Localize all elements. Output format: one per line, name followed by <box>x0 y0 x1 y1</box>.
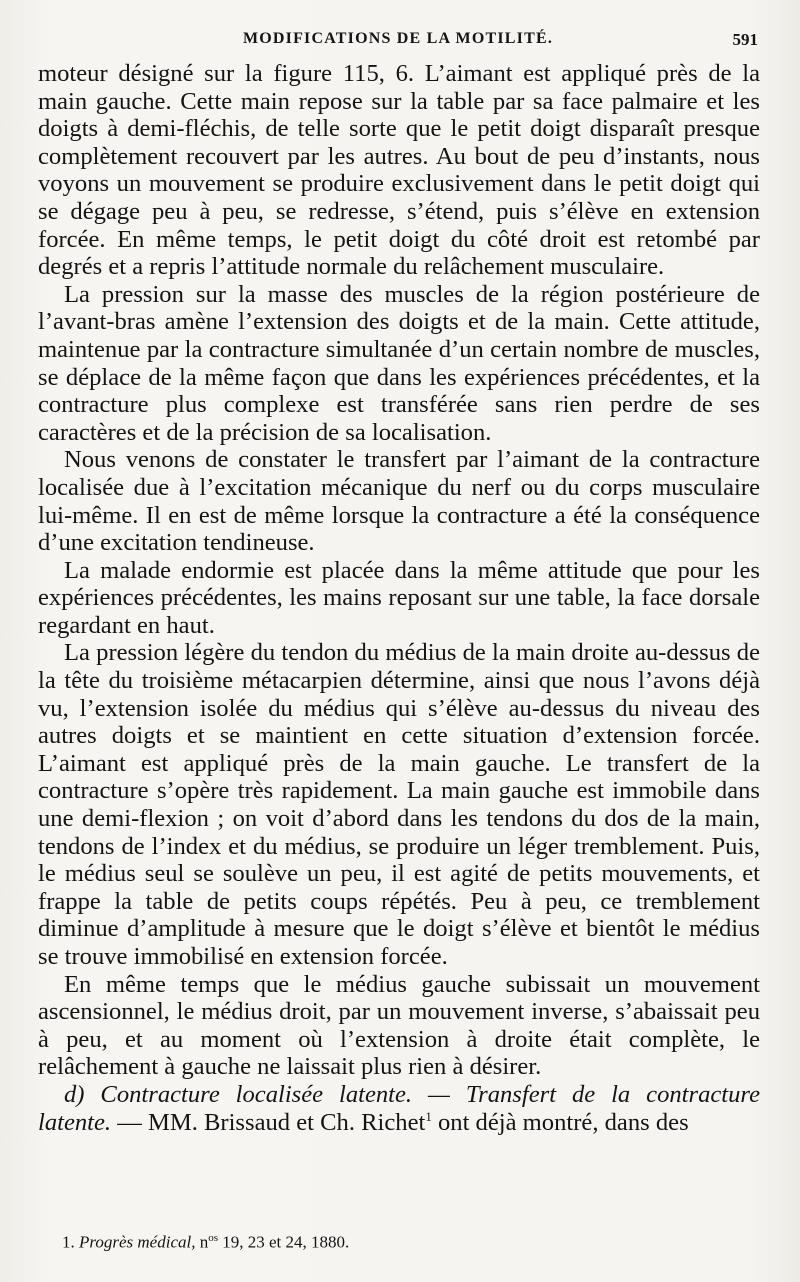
subsection-heading: d) Contracture localisée latente. — Transfert de la contracture latente. <box>38 1080 760 1136</box>
paragraph-6: En même temps que le médius gauche subissait un mouvement ascensionnel, le médius droit, par un mouvement inverse, s’abaissait peu à peu, et au moment où l’extension à droite était complète, le relâchement à gauche ne laissait plus rien à désirer. <box>38 970 760 1081</box>
body-text <box>38 60 760 1136</box>
paragraph-5: La pression légère du tendon du médius de la main droite au-dessus de la tête du troisième métacarpien détermine, ainsi que nous l’avons déjà vu, l’extension isolée du médius qui s’élève au-dessus du niveau des autres doigts et se maintient en cette situation d’extension forcée. L’aimant est appliqué près de la main gauche. Le transfert de la contracture s’opère très rapidement. La main gauche est immobile dans une demi-flexion ; on voit d’abord dans les tendons du dos de la main, tendons de l’index et du médius, se produire un léger tremblement. Puis, le médius seul se soulève un peu, il est agité de petits mouvements, et frappe la table de petits coups répétés. Peu à peu, ce tremblement diminue d’amplitude à mesure que le doigt s’élève et bientôt le médius se trouve immobilisé en extension forcée. <box>38 639 760 970</box>
paragraph-7-text-a: — MM. Brissaud et Ch. Richet <box>111 1108 426 1136</box>
footnote-reference: 1 <box>425 1108 432 1124</box>
paragraph-1: moteur désigné sur la figure 115, 6. L’aimant est appliqué près de la main gauche. Cette main repose sur la table par sa face palmaire et les doigts à demi-fléchis, de telle sorte que le petit doigt disparaît presque complètement recouvert par les autres. Au bout de peu d’instants, nous voyons un mouvement se produire exclusivement dans le petit doigt qui se dégage peu à peu, se redresse, s’étend, puis s’élève en extension forcée. En même temps, le petit doigt du côté droit est retombé par degrés et a repris l’attitude normale du relâchement musculaire. <box>38 60 760 281</box>
footnote-numero: n <box>195 1232 209 1252</box>
footnote-refs: 19, 23 et 24, 1880. <box>218 1232 350 1252</box>
paragraph-4: La malade endormie est placée dans la même attitude que pour les expériences précédentes, les mains reposant sur une table, la face dorsale regardant en haut. <box>38 556 760 639</box>
footnote-title: Progrès médical, <box>79 1232 196 1252</box>
paragraph-2: La pression sur la masse des muscles de la région postérieure de l’avant-bras amène l’extension des doigts et de la main. Cette attitude, maintenue par la contracture simultanée d’un certain nombre de muscles, se déplace de la même façon que dans les expériences précédentes, et la contracture plus complexe est transférée sans rien perdre de ses caractères et de la précision de sa localisation. <box>38 280 760 446</box>
running-head: MODIFICATIONS DE LA MOTILITÉ. <box>242 30 554 47</box>
paragraph-7-text-b: ont déjà montré, dans des <box>431 1108 689 1136</box>
page-header <box>38 30 758 56</box>
footnote-number: 1. <box>62 1232 75 1252</box>
paragraph-3: Nous venons de constater le transfert par l’aimant de la contracture localisée due à l’excitation mécanique du nerf ou du corps musculaire lui-même. Il en est de même lorsque la contracture a été la conséquence d’une excitation tendineuse. <box>38 446 760 557</box>
footnote <box>62 1228 349 1253</box>
footnote-numero-sup: os <box>208 1232 218 1244</box>
paragraph-7-subsection <box>38 1081 760 1136</box>
page-number: 591 <box>732 30 758 49</box>
